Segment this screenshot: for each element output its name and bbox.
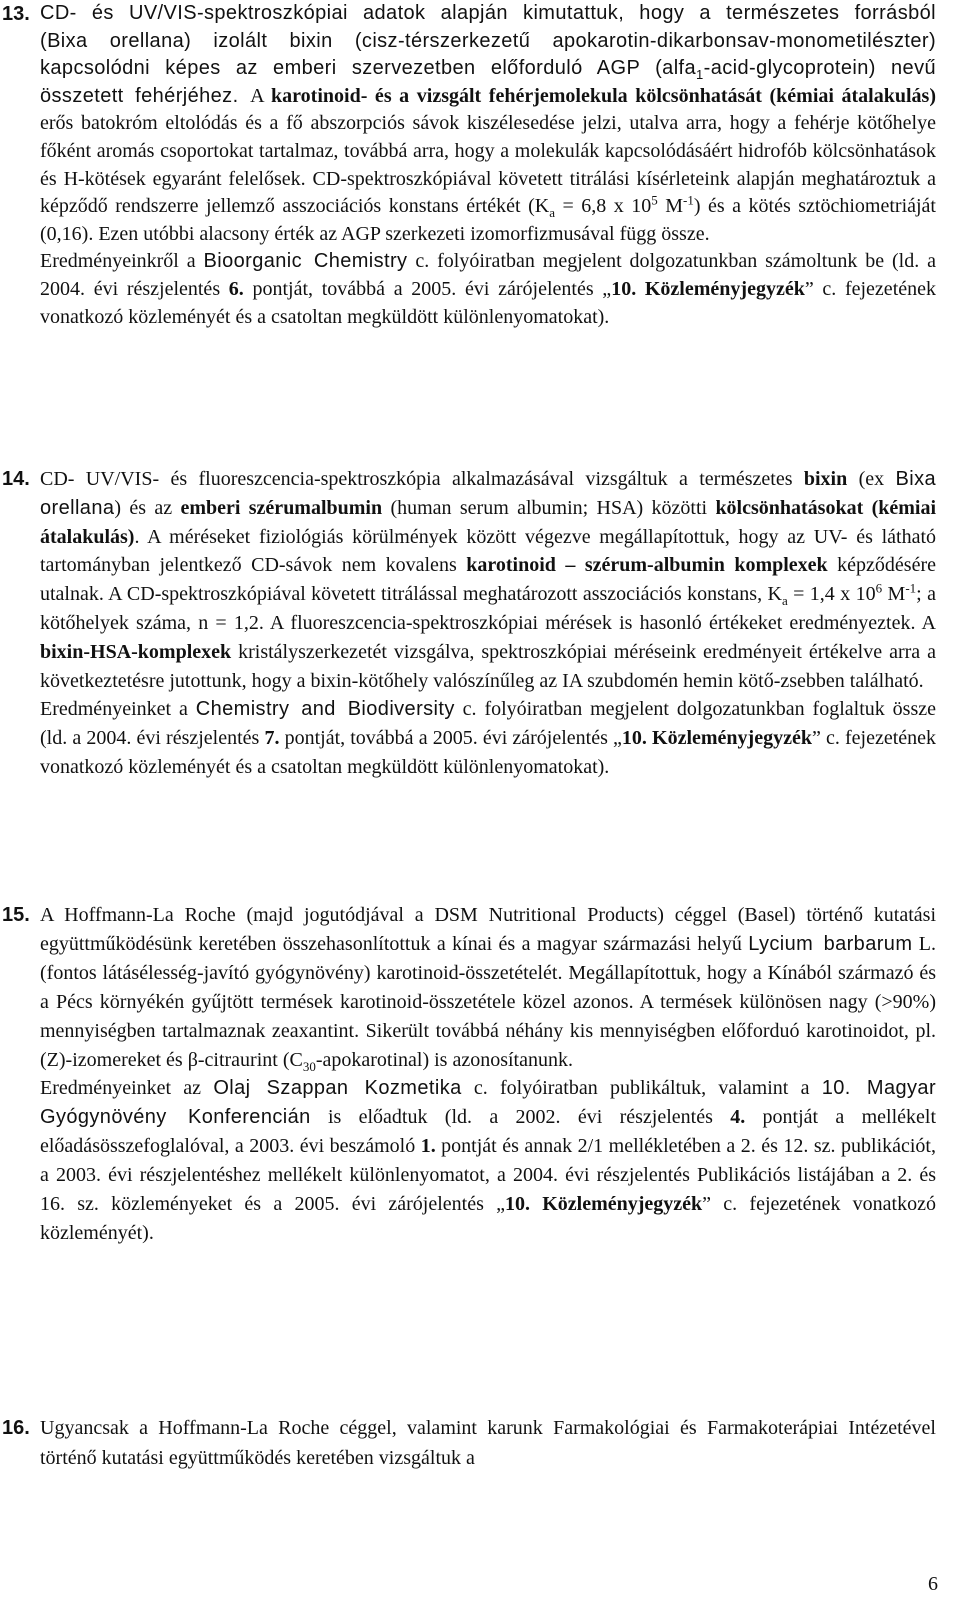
- item-number: 14.: [2, 468, 30, 490]
- text-run: pontját, továbbá a 2005. évi zárójelentés „: [243, 277, 612, 300]
- text-run: bixin-HSA-komplexek: [40, 640, 232, 663]
- item-number: 15.: [2, 904, 30, 926]
- text-run: = 1,4 x 10: [787, 583, 876, 606]
- text-run: c. folyóiratban publikáltuk, valamint a: [461, 1077, 822, 1100]
- text-run: a: [549, 205, 555, 221]
- text-run: 30: [302, 1058, 316, 1074]
- text-run: Chemistry and Biodiversity: [195, 698, 455, 721]
- text-run: 7.: [264, 727, 280, 750]
- text-run: CD- UV/VIS- és fluoreszcencia-spektroszkópia alkalmazásával vizsgáltuk a természetes: [40, 468, 804, 490]
- text-run: ” c. fejezetének vonatkozó közleményét és a csatoltan megküldött különlenyomatokat).: [40, 727, 937, 778]
- text-run: ” c. fejezetének vonatkozó közleményét).: [40, 1193, 936, 1244]
- text-run: 10. Közleményjegyzék: [621, 727, 812, 750]
- text-run: ) izolált bixin (cisz-térszerkezetű apokarotin-dikarbonsav-monometilészter) kapcsolódni képes az emberi szervezetben előforduló AGP (alfa: [40, 29, 937, 80]
- text-run: Eredményeinket a: [40, 698, 196, 721]
- text-run: 1.: [420, 1135, 436, 1158]
- text-run: ; a kötőhelyek száma, n = 1,2. A fluoreszcencia-spektroszkópiai mérések is hasonló értékeket eredményeztek. A: [40, 583, 936, 634]
- text-run: M: [882, 583, 906, 606]
- text-run: 5: [651, 192, 658, 208]
- text-run: -1: [683, 192, 694, 208]
- text-run: 10. Közleményjegyzék: [504, 1193, 703, 1216]
- text-run: kölcsönhatásokat (kémiai átalakulás): [40, 496, 937, 548]
- text-run: ) és a kötés sztöchiometriáját (0,16). Ezen utóbbi alacsony érték az AGP szerkezeti izomorfizmusával függ össze.: [40, 195, 936, 245]
- text-run: ) és az: [114, 496, 181, 519]
- text-run: 6.: [228, 277, 244, 300]
- text-run: -1: [905, 580, 917, 596]
- text-run: a: [781, 593, 788, 609]
- item-body: [40, 0, 936, 331]
- text-run: pontját és annak 2/1 mellékletében a 2. és 12. sz. publikációt, a 2003. évi részjelentéshez mellékelt különlenyomatot, a 2004. évi részjelentés Publikációs listájában a 2. és 16. sz. közleményeket és a 2005. évi zárójelentés „: [40, 1135, 936, 1216]
- text-run: L. (fontos látásélesség-javító gyógynövény) karotinoid-összetételét. Megállapítottuk, hogy a Kínából származó és a Pécs környékén gyűjtött termések karotinoid-összetétele közel azonos. A termések különösen nagy (>90%) mennyiségben tartalmaznak zeaxantint. Sikerült továbbá néhány kis mennyiségben előforduó karotinoidot, pl. (Z)-izomereket és β-citraurint (C: [40, 932, 937, 1071]
- text-run: 1: [696, 67, 704, 83]
- text-run: A Hoffmann-La Roche (majd jogutódjával a DSM Nutritional Products) céggel (Basel) történő kutatási együttműködésünk keretében összehasonlítottuk a kínai és a magyar származási helyű: [40, 904, 936, 955]
- item-body: [40, 465, 936, 782]
- text-run: Eredményeinket az: [40, 1077, 214, 1100]
- paragraph: [40, 0, 936, 248]
- text-run: c. folyóiratban megjelent dolgozatunkban foglaltuk össze (ld. a 2004. évi részjelentés: [40, 698, 936, 750]
- text-run: Bixa orellana: [40, 468, 936, 519]
- text-run: 10. Közleményjegyzék: [611, 277, 805, 300]
- item-body: [40, 901, 936, 1248]
- text-run: is előadtuk (ld. a 2002. évi részjelentés: [310, 1106, 731, 1129]
- text-run: bixin: [803, 468, 848, 490]
- paragraph: [40, 901, 936, 1074]
- text-run: kristályszerkezetét vizsgálva, spektroszkópiai méréseink eredményeit értékelve arra a következtetésre jutottunk, hogy a bixin-kötőhely valószínűleg az IA szubdomén hemin kötő-zsebben található.: [40, 640, 936, 692]
- text-run: -acid-glycoprotein) nevű összetett fehérjéhez.: [40, 57, 936, 107]
- item-body: [40, 1414, 936, 1473]
- paragraph: [40, 465, 936, 695]
- text-run: A: [250, 84, 272, 107]
- text-run: (ex: [847, 468, 896, 490]
- text-run: (human serum albumin; HSA) közötti: [382, 496, 716, 519]
- text-run: Bixa orellana: [47, 29, 185, 52]
- text-run: c. folyóiratban megjelent dolgozatunkban számoltunk be (ld. a 2004. évi részjelentés: [40, 250, 936, 300]
- text-run: M: [657, 195, 684, 218]
- text-run: Bioorganic Chemistry: [203, 250, 408, 273]
- item-number: 16.: [2, 1417, 30, 1439]
- page-number: 6: [928, 1573, 938, 1595]
- text-run: 6: [875, 580, 883, 596]
- text-run: 10. Magyar Gyógynövény Konferencián: [40, 1077, 936, 1129]
- text-run: pontját a mellékelt előadásösszefoglalóval, a 2003. évi beszámoló: [40, 1106, 936, 1158]
- text-run: karotinoid- és a vizsgált fehérjemolekula kölcsönhatását (kémiai átalakulás): [271, 84, 936, 107]
- text-run: = 6,8 x 10: [554, 195, 652, 218]
- text-run: 4.: [730, 1106, 746, 1129]
- text-run: -apokarotinal) is azonosítanunk.: [315, 1048, 573, 1071]
- text-run: Eredményeinkről a: [40, 250, 204, 273]
- text-run: karotinoid – szérum-albumin komplexek: [466, 554, 828, 577]
- paragraph: [40, 695, 936, 781]
- paragraph: [40, 1414, 936, 1473]
- paragraph: [40, 248, 936, 331]
- text-run: erős batokróm eltolódás és a fő abszorpciós sávok kiszélesedése jelzi, utalva arra, hogy a fehérje kötőhelye főként aromás csoportokat tartalmaz, továbbá arra, hogy a molekulák kapcsolódásáért hidrofób kölcsönhatások és H-kötések egyaránt felelősek. CD-spektroszkópiával követett titrálási kísérleteink alapján meghatároztuk a képződő rendszerre jellemző asszociációs konstans értékét (K: [40, 112, 936, 218]
- text-run: képződésére utalnak. A CD-spektroszkópiával követett titrálással meghatározott asszociációs konstans, K: [40, 554, 937, 606]
- text-run: Ugyancsak a Hoffmann-La Roche céggel, valamint karunk Farmakológiai és Farmakoterápiai Intézetével történő kutatási együttműködés keretében vizsgáltuk a: [40, 1417, 936, 1469]
- text-run: Lycium barbarum: [748, 932, 913, 955]
- text-run: Olaj Szappan Kozmetika: [213, 1077, 462, 1100]
- text-run: ” c. fejezetének vonatkozó közleményét és a csatoltan megküldött különlenyomatokat).: [40, 277, 936, 328]
- text-run: pontját, továbbá a 2005. évi zárójelentés „: [279, 727, 622, 750]
- paragraph: [40, 1074, 936, 1247]
- item-number: 13.: [2, 3, 30, 25]
- text-run: CD- és UV/VIS-spektroszkópiai adatok alapján kimutattuk, hogy a természetes forrásból (: [40, 2, 936, 52]
- text-run: . A méréseket fiziológiás körülmények között végezve megállapítottuk, hogy az UV- és látható tartományban jelentkező CD-sávok nem kovalens: [40, 525, 936, 577]
- text-run: emberi szérumalbumin: [180, 496, 383, 519]
